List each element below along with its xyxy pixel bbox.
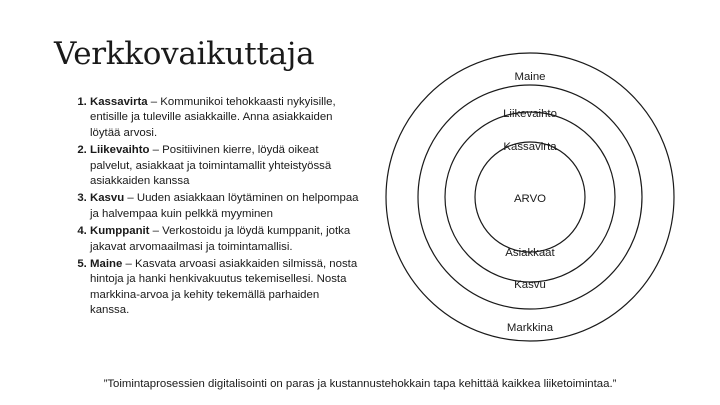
list-item	[90, 257, 360, 319]
concentric-value-diagram	[380, 48, 680, 348]
list-item-term: Kasvu	[90, 192, 125, 205]
list-item-term: Maine	[90, 258, 123, 271]
slide-title: Verkkovaikuttaja	[54, 36, 315, 72]
list-item	[90, 224, 360, 255]
list-item-text: – Kommunikoi tehokkaasti nykyisille, entisille ja tuleville asiakkaille. Anna asiakkaiden löytää arvosi.	[90, 96, 336, 139]
ring-label-arvo: ARVO	[513, 193, 547, 205]
ring-label-markkina: Markkina	[506, 322, 554, 334]
list-item	[90, 95, 360, 141]
ring-label-kasvu: Kasvu	[514, 279, 546, 291]
list-item	[90, 191, 360, 222]
list-item-term: Liikevaihto	[90, 144, 150, 157]
list-item-text: – Verkostoidu ja löydä kumppanit, jotka jakavat arvomaailmasi ja toimintamallisi.	[90, 225, 351, 253]
list-item-term: Kassavirta	[90, 96, 148, 108]
ring-label-liikevaihto: Liikevaihto	[503, 108, 557, 120]
list-item-text: – Uuden asiakkaan löytäminen on helpompaa ja halvempaa kuin pelkkä myyminen	[90, 192, 359, 220]
value-list	[68, 95, 360, 321]
ring-label-asiakkaat: Asiakkaat	[505, 247, 555, 259]
ring-label-maine: Maine	[514, 71, 546, 83]
list-item-term: Kumppanit	[90, 225, 150, 238]
list-item	[90, 143, 360, 189]
footer-quote: ”Toimintaprosessien digitalisointi on paras ja kustannustehokkain tapa kehittää kaikkea liiketoimintaa.”	[103, 378, 617, 390]
list-item-text: – Positiivinen kierre, löydä oikeat palvelut, asiakkaat ja toimintamallit yhteistyössä asiakkaiden kanssa	[90, 144, 332, 188]
list-item-text: – Kasvata arvoasi asiakkaiden silmissä, nosta hintoja ja hanki henkivakuutus tekemisellesi. Nosta markkina-arvoa ja kehity tekemällä parhaiden kanssa.	[90, 258, 358, 317]
ring-label-kassavirta: Kassavirta	[503, 141, 557, 153]
